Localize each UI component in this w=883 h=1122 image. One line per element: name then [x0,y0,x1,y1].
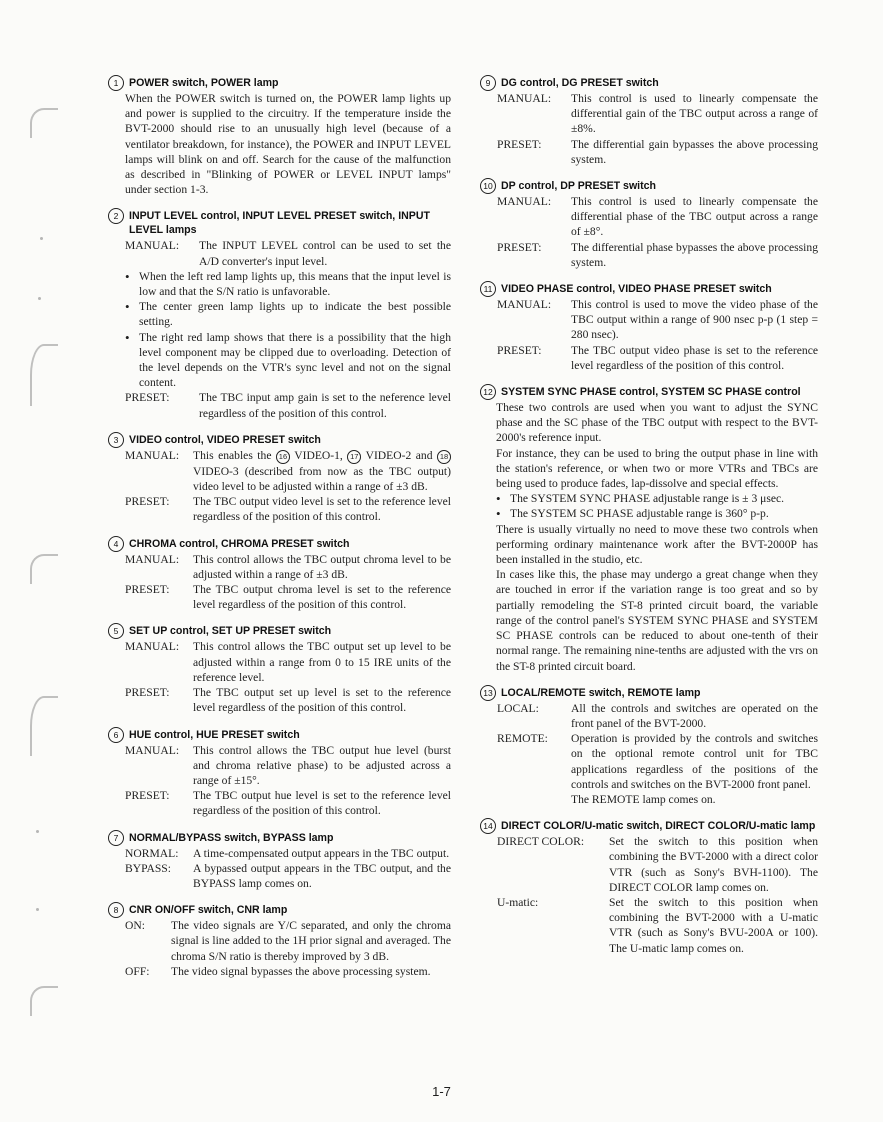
definition-row [125,964,451,979]
circled-number: 2 [108,208,124,224]
section-set-up [106,624,451,715]
circled-number: 10 [480,178,496,194]
definition-row [497,895,818,956]
term-label: PRESET: [125,789,170,803]
heading-text: DIRECT COLOR/U-matic switch, DIRECT COLOR/U-matic lamp [501,820,816,833]
term-text: The differential gain bypasses the above processing system. [571,137,818,166]
section-heading [106,624,451,638]
term-label: MANUAL: [125,640,180,654]
term-label: ON: [125,919,145,933]
term-text [571,731,818,807]
section-body [106,918,451,979]
heading-text: VIDEO control, VIDEO PRESET switch [129,433,321,446]
heading-text: HUE control, HUE PRESET switch [129,728,300,741]
section-heading [478,819,818,833]
paragraph: These two controls are used when you want to adjust the SYNC phase and the SC phase of the TBC output with respect to the BVT-2000's reference input. [496,401,818,445]
heading-text: SET UP control, SET UP PRESET switch [129,625,332,638]
circled-number: 7 [108,830,124,846]
circled-number: 11 [480,281,496,297]
term-text: The TBC output chroma level is set to the reference level regardless of the position of this control. [193,583,451,612]
section-heading [106,831,451,845]
definition-row [125,582,451,612]
circled-number: 14 [480,818,496,834]
term-label: PRESET: [497,343,542,357]
definition-row [125,639,451,685]
term-text [193,448,451,494]
heading-text: POWER switch, POWER lamp [129,77,279,89]
section-local-remote [478,686,818,807]
right-column [478,76,818,968]
term-label: U-matic: [497,895,539,909]
term-text: This control allows the TBC output set up level to be adjusted within a range from 0 to 15 IRE units of the reference level. [193,640,451,684]
section-heading [478,76,818,90]
section-body [106,448,451,525]
heading-text: NORMAL/BYPASS switch, BYPASS lamp [129,831,334,844]
term-text: The video signal bypasses the above processing system. [171,964,431,978]
section-dp [478,179,818,270]
section-hue [106,728,451,819]
term-text: This control allows the TBC output chroma level to be adjusted within a range of ±3 dB. [193,552,451,581]
term-text: Set the switch to this position when combining the BVT-2000 with a direct color VTR (such as Sony's BVH-1100). The DIRECT COLOR lamp comes on. [609,835,818,894]
list-item: • The center green lamp lights up to indicate the best possible setting. [125,299,451,329]
term-label: REMOTE: [497,732,548,746]
section-heading [478,282,818,296]
list-item: • When the left red lamp lights up, this means that the input level is low and that the S/N ratio is unfavorable. [125,269,451,299]
page-number: 1-7 [432,1084,451,1099]
term-text: The TBC output set up level is set to the reference level regardless of the position of this control. [193,686,451,715]
section-direct-color [478,819,818,956]
section-body [106,743,451,819]
term-label: MANUAL: [125,448,180,462]
definition-row [125,552,451,582]
term-label: PRESET: [497,240,542,254]
text-fragment: VIDEO-2 and [365,448,433,462]
heading-text: VIDEO PHASE control, VIDEO PHASE PRESET switch [501,283,772,296]
term-text: The INPUT LEVEL control can be used to set the A/D converter's input level. [199,239,451,268]
term-label: MANUAL: [497,195,552,209]
circled-number: 4 [108,536,124,552]
term-text: The differential phase bypasses the above processing system. [571,240,818,269]
term-label: MANUAL: [125,552,180,566]
section-normal-bypass [106,831,451,892]
definition-row [497,194,818,240]
definition-row [125,494,451,524]
section-body [478,701,818,807]
text-fragment: This enables the [193,448,272,462]
section-heading [106,76,451,90]
heading-text: SYSTEM SYNC PHASE control, SYSTEM SC PHASE control [501,386,801,399]
term-label: PRESET: [125,495,170,509]
definition-row [497,240,818,270]
scan-speck [38,297,41,300]
section-system-phase [478,385,818,674]
term-text: The TBC output video phase is set to the reference level regardless of the position of this control. [571,343,818,372]
term-label: MANUAL: [497,92,552,105]
definition-row [125,743,451,789]
section-body [106,238,451,420]
section-body [106,639,451,715]
section-body [478,91,818,167]
definition-row [497,297,818,343]
section-body [106,846,451,892]
bullet-list [496,491,818,521]
circled-number: 13 [480,685,496,701]
term-label: OFF: [125,964,150,978]
term-text: This control is used to move the video phase of the TBC output within a range of 900 nsec p-p (1 step = 280 nsec). [571,298,818,342]
section-body: When the POWER switch is turned on, the POWER lamp lights up and power is supplied to the circuitry. If the temperature inside the BVT-2000 should rise to an unusually high level (because of a ventilator breakdown, for instance), the POWER and INPUT LEVEL lamps will blink on and off. Search for the cause of the malfunction as described in "Blinking of POWER or LEVEL INPUT lamps" under section 1-3. [125,92,451,197]
section-body [478,194,818,270]
list-item: • The right red lamp shows that there is a possibility that the high level component may be clipped due to overloading. Detection of the level depends on the VTR's sync level and not on the signal content. [125,330,451,391]
term-label: DIRECT COLOR: [497,835,585,849]
heading-text: DP control, DP PRESET switch [501,180,657,193]
term-label: MANUAL: [497,298,552,312]
circled-number: 8 [108,902,124,918]
scan-speck [36,908,39,911]
section-heading [106,433,451,447]
binder-hole-mark [30,108,58,138]
definition-row [497,701,818,731]
circled-number: 6 [108,727,124,743]
section-heading [478,686,818,700]
binder-hole-mark [30,554,58,584]
heading-text: INPUT LEVEL control, INPUT LEVEL PRESET switch, INPUT LEVEL lamps [129,210,430,237]
text-fragment: The REMOTE lamp comes on. [571,792,716,806]
heading-text: CNR ON/OFF switch, CNR lamp [129,904,288,917]
circled-number: 9 [480,75,496,91]
binder-hole-mark [30,696,58,756]
section-heading [478,179,818,193]
section-heading [106,903,451,917]
term-text: A time-compensated output appears in the TBC output. [193,846,450,860]
circled-reference: 18 [437,450,451,464]
section-heading [106,209,451,237]
term-text: A bypassed output appears in the TBC output, and the BYPASS lamp comes on. [193,861,451,890]
list-item: • The SYSTEM SYNC PHASE adjustable range is ± 3 μsec. [496,491,818,506]
section-body [478,834,818,956]
section-video [106,433,451,525]
term-label: PRESET: [125,583,170,597]
left-column [106,76,451,991]
definition-row [125,861,451,891]
term-text: The TBC output hue level is set to the reference level regardless of the position of this control. [193,789,451,818]
definition-row [125,238,451,268]
list-item: • The SYSTEM SC PHASE adjustable range is 360° p-p. [496,506,818,521]
term-text: The TBC input amp gain is set to the neference level regardless of the position of this control. [199,391,451,420]
section-body [106,552,451,613]
term-text: The TBC output video level is set to the reference level regardless of the position of this control. [193,495,451,524]
heading-text: CHROMA control, CHROMA PRESET switch [129,537,350,550]
term-text: The video signals are Y/C separated, and only the chroma signal is line added to the 1H prior signal and averaged. The chroma S/N ratio is thereby improved by 3 dB. [171,919,451,963]
section-chroma [106,537,451,613]
definition-row [497,731,818,807]
term-label: PRESET: [497,137,542,151]
binder-hole-mark [30,986,58,1016]
section-power [106,76,451,197]
circled-number: 3 [108,432,124,448]
heading-text: LOCAL/REMOTE switch, REMOTE lamp [501,686,701,699]
section-dg [478,76,818,167]
binder-hole-mark [30,344,58,406]
definition-row [125,788,451,818]
definition-row [125,685,451,715]
definition-row [497,137,818,167]
text-fragment: VIDEO-1, [294,448,343,462]
definition-row [125,846,451,861]
paragraph: For instance, they can be used to bring the output phase in line with the station's reference, or when two or more VTRs and TBCs are being used to produce fades, lap-dissolve and special effects. [496,446,818,491]
section-input-level [106,209,451,420]
term-text: All the controls and switches are operated on the front panel of the BVT-2000. [571,701,818,730]
section-heading [106,728,451,742]
text-fragment: Operation is provided by the controls and switches on the optional remote control unit for TBC applications regardless of the positions of the controls and switches on the BVT-2000 front panel. [571,732,818,791]
term-label: BYPASS: [125,861,171,875]
definition-row [497,91,818,137]
section-heading [106,537,451,551]
definition-row [497,834,818,895]
definition-row [497,343,818,373]
term-label: LOCAL: [497,701,539,715]
circled-number: 12 [480,384,496,400]
term-text: Set the switch to this position when combining the BVT-2000 with a U-matic VTR (such as Sony's BVU-200A or 100). The U-matic lamp comes on. [609,895,818,955]
term-label: PRESET: [125,391,170,405]
bullet-list [125,269,451,391]
term-label: MANUAL: [125,743,180,757]
term-label: NORMAL: [125,846,179,860]
definition-row [125,918,451,964]
paragraph: In cases like this, the phase may undergo a great change when they are touched in error if the variation range is too great and so by partially remodeling the ST-8 printed circuit board, the variable range of the control panel's SYSTEM SYNC PHASE and SYSTEM SC PHASE controls can be reduced to about one-tenth of their normal range. The remaining nine-tenths are adjusted with the vrs on the ST-8 printed circuit board. [496,568,818,673]
term-text: This control is used to linearly compensate the differential gain of the TBC output across a range of ±8%. [571,92,818,136]
circled-number: 1 [108,75,124,91]
term-text: This control allows the TBC output hue level (burst and chroma relative phase) to be adjusted across a range of ±15°. [193,743,451,787]
circled-number: 5 [108,623,124,639]
section-body [478,400,818,674]
heading-text: DG control, DG PRESET switch [501,77,659,89]
scan-speck [40,237,43,240]
term-label: PRESET: [125,686,170,700]
term-text: This control is used to linearly compensate the differential phase of the TBC output across a range of ±8°. [571,195,818,239]
section-video-phase [478,282,818,373]
circled-reference: 17 [347,450,361,464]
definition-row [125,448,451,494]
text-fragment: VIDEO-3 (described from now as the TBC output) video level to be adjusted within a range of ±3 dB. [193,464,451,494]
paragraph: There is usually virtually no need to move these two controls when performing ordinary maintenance work after the BVT-2000P has been installed in the studio, etc. [496,522,818,567]
scan-speck [36,830,39,833]
term-label: MANUAL: [125,239,180,253]
definition-row [125,390,451,420]
section-cnr [106,903,451,979]
section-body [478,297,818,373]
section-heading [478,385,818,399]
circled-reference: 16 [276,450,290,464]
